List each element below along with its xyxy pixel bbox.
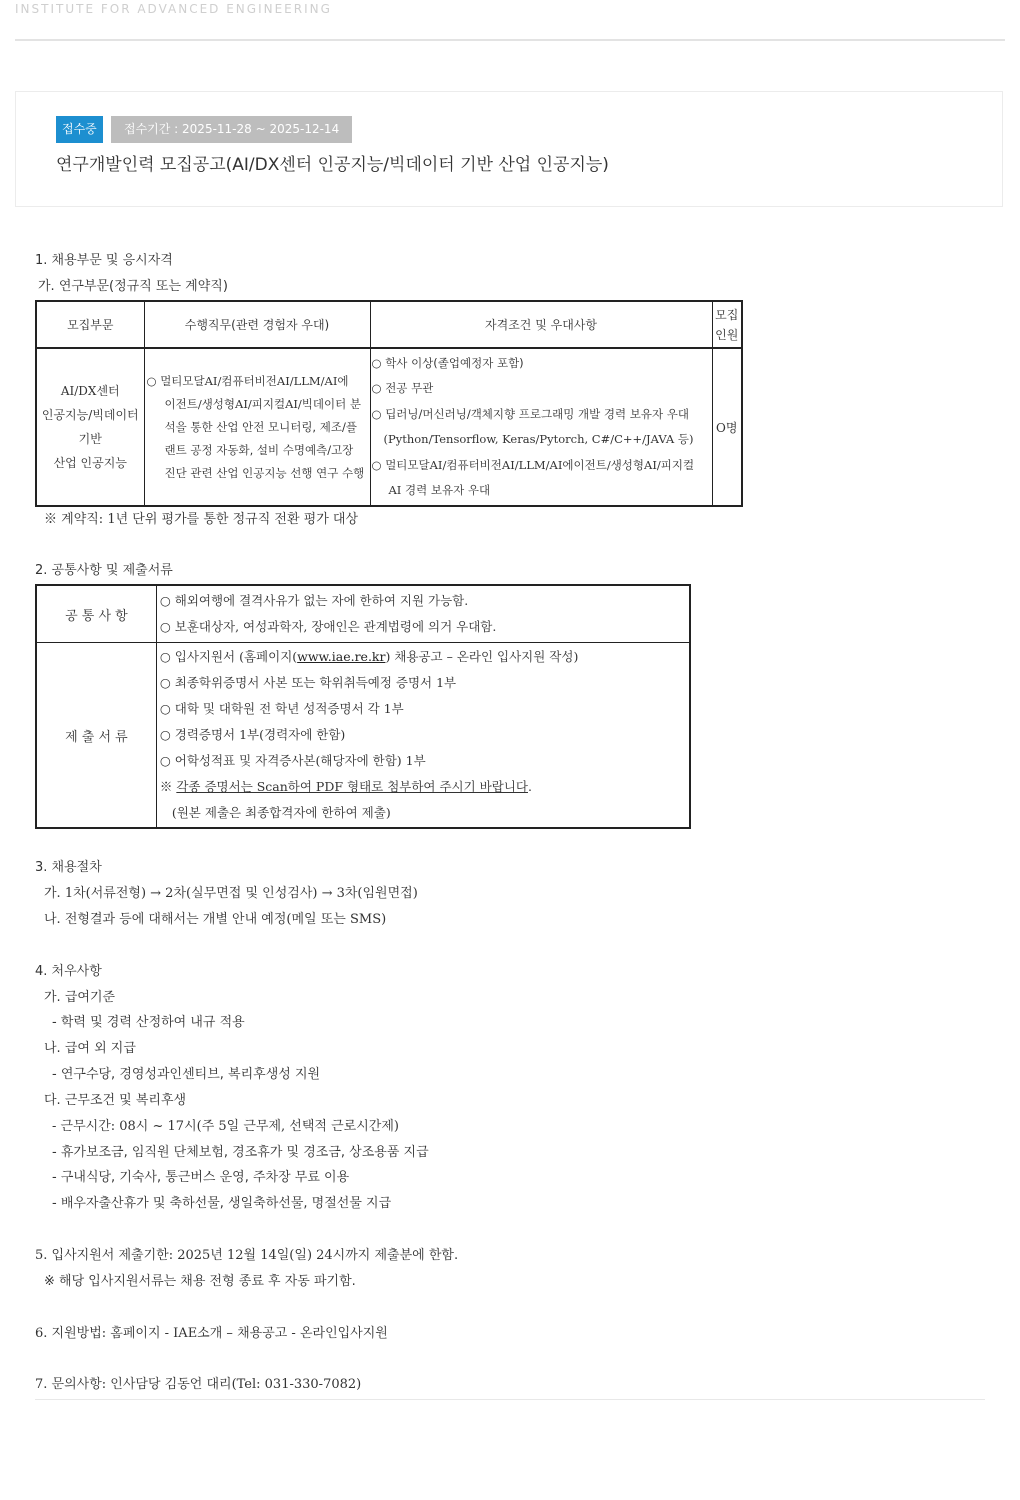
period-badge: 접수기간 : 2025-11-28 ~ 2025-12-14 (111, 116, 352, 143)
common-item: ○ 해외여행에 결격사유가 없는 자에 한하여 지원 가능함. (159, 593, 469, 608)
content-bottom-divider (35, 1399, 985, 1400)
page-title: 연구개발인력 모집공고(AI/DX센터 인공지능/빅데이터 기반 산업 인공지능) (56, 155, 609, 175)
section2-heading: 2. 공통사항 및 제출서류 (35, 563, 173, 578)
docs-note (160, 774, 689, 800)
docs-item-text: ) 채용공고 – 온라인 입사지원 작성) (385, 649, 579, 664)
qualification-cell (370, 348, 712, 506)
section4-line: 나. 급여 외 지급 (44, 1041, 136, 1056)
section4-heading: 4. 처우사항 (35, 964, 102, 979)
homepage-link[interactable]: www.iae.re.kr (297, 649, 386, 664)
table-header-row (36, 301, 742, 348)
header-divider (15, 39, 1005, 41)
section7-heading: 7. 문의사항: 인사담당 김동언 대리(Tel: 031-330-7082) (35, 1377, 362, 1392)
duty-line: 랜트 공정 자동화, 설비 수명예측/고장 (164, 442, 354, 457)
header-division: 모집부문 (36, 301, 144, 348)
section3-heading: 3. 채용절차 (35, 860, 102, 875)
section5-note: ※ 해당 입사지원서류는 채용 전형 종료 후 자동 파기함. (44, 1274, 356, 1289)
section4-line: 가. 급여기준 (44, 990, 116, 1005)
common-label: 공 통 사 항 (36, 585, 156, 643)
qualification-line: ○ 학사 이상(졸업예정자 포함) (371, 355, 524, 370)
header-qualification: 자격조건 및 우대사항 (370, 301, 712, 348)
duty-line: 이전트/생성형AI/피지컬AI/빅데이터 분 (164, 396, 361, 411)
section1-heading: 1. 채용부문 및 응시자격 (35, 253, 173, 268)
section4-line: - 근무시간: 08시 ~ 17시(주 5일 근무제, 선택적 근로시간제) (52, 1119, 399, 1134)
division-cell (36, 348, 144, 506)
status-badge: 접수중 (56, 116, 103, 143)
duty-line: 석을 통한 산업 안전 모니터링, 제조/플 (164, 419, 357, 434)
section4-line: - 휴가보조금, 임직원 단체보험, 경조휴가 및 경조금, 상조용품 지급 (52, 1145, 429, 1160)
qualification-line: (Python/Tensorflow, Keras/Pytorch, C#/C++/JAVA 등) (383, 432, 694, 446)
division-line: 산업 인공지능 (53, 456, 127, 470)
section1-sub: 가. 연구부문(정규직 또는 계약직) (38, 279, 228, 294)
docs-item: ○ 대학 및 대학원 전 학년 성적증명서 각 1부 (159, 701, 404, 716)
docs-note-end: . (527, 779, 532, 794)
docs-note-text: 각종 증명서는 Scan하여 PDF 형태로 첨부하여 주시기 바랍니다 (176, 779, 528, 794)
section4-line: - 구내식당, 기숙사, 통근버스 운영, 주차장 무료 이용 (52, 1170, 350, 1185)
brand-logo-text[interactable]: INSTITUTE FOR ADVANCED ENGINEERING (15, 2, 332, 16)
docs-note-mark: ※ (159, 779, 177, 794)
section3-line: 나. 전형결과 등에 대해서는 개별 안내 예정(메일 또는 SMS) (44, 912, 387, 927)
header-headcount-line2: 인원 (715, 327, 739, 342)
recruit-table (35, 300, 743, 507)
headcount-cell: O명 (712, 348, 742, 506)
qualification-line: ○ 딥러닝/머신러닝/객체지향 프로그래밍 개발 경력 보유자 우대 (371, 406, 689, 421)
header-duty: 수행직무(관련 경험자 우대) (144, 301, 370, 348)
duty-line: ○ 멀티모달AI/컴퓨터비전AI/LLM/AI에 (146, 373, 349, 388)
section4-line: - 배우자출산휴가 및 축하선물, 생일축하선물, 명절선물 지급 (52, 1196, 392, 1211)
section3-line: 가. 1차(서류전형) → 2차(실무면접 및 인성검사) → 3차(임원면접) (44, 886, 418, 901)
docs-items-cell (156, 643, 690, 829)
section4-line: - 연구수당, 경영성과인센티브, 복리후생성 지원 (52, 1067, 321, 1082)
section4-line: - 학력 및 경력 산정하여 내규 적용 (52, 1015, 245, 1030)
duty-cell (144, 348, 370, 506)
table-row (36, 348, 742, 506)
common-item: ○ 보훈대상자, 여성과학자, 장애인은 관계법령에 의거 우대함. (159, 619, 497, 634)
header-headcount (712, 301, 742, 348)
section6-heading: 6. 지원방법: 홈페이지 - IAE소개 – 채용공고 - 온라인입사지원 (35, 1326, 388, 1341)
docs-note2: (원본 제출은 최종합격자에 한하여 제출) (171, 805, 391, 820)
docs-item: ○ 어학성적표 및 자격증사본(해당자에 한함) 1부 (159, 753, 426, 768)
docs-item-text: ○ 입사지원서 (홈페이지( (159, 649, 298, 664)
common-items-cell (156, 585, 690, 643)
docs-label: 제 출 서 류 (36, 643, 156, 829)
header-headcount-line1: 모집 (715, 307, 739, 322)
table-row (36, 585, 690, 643)
docs-item (160, 644, 689, 670)
docs-item: ○ 경력증명서 1부(경력자에 한함) (159, 727, 346, 742)
docs-item: ○ 최종학위증명서 사본 또는 학위취득예정 증명서 1부 (159, 675, 457, 690)
qualification-line: ○ 멀티모달AI/컴퓨터비전AI/LLM/AI에이전트/생성형AI/피지컬 (371, 457, 695, 472)
common-docs-table (35, 584, 691, 829)
duty-line: 진단 관련 산업 인공지능 선행 연구 수행 (164, 465, 365, 480)
section1-note: ※ 계약직: 1년 단위 평가를 통한 정규직 전환 평가 대상 (44, 512, 359, 527)
division-line: 인공지능/빅데이터 (41, 408, 139, 422)
qualification-line: ○ 전공 무관 (371, 381, 434, 395)
section4-line: 다. 근무조건 및 복리후생 (44, 1093, 187, 1108)
qualification-line: AI 경력 보유자 우대 (388, 483, 491, 497)
notice-header-card (15, 91, 1003, 207)
division-line: AI/DX센터 (60, 384, 120, 398)
table-row (36, 643, 690, 829)
section5-heading: 5. 입사지원서 제출기한: 2025년 12월 14일(일) 24시까지 제출분에 한함. (35, 1248, 459, 1263)
division-line: 기반 (78, 432, 102, 446)
